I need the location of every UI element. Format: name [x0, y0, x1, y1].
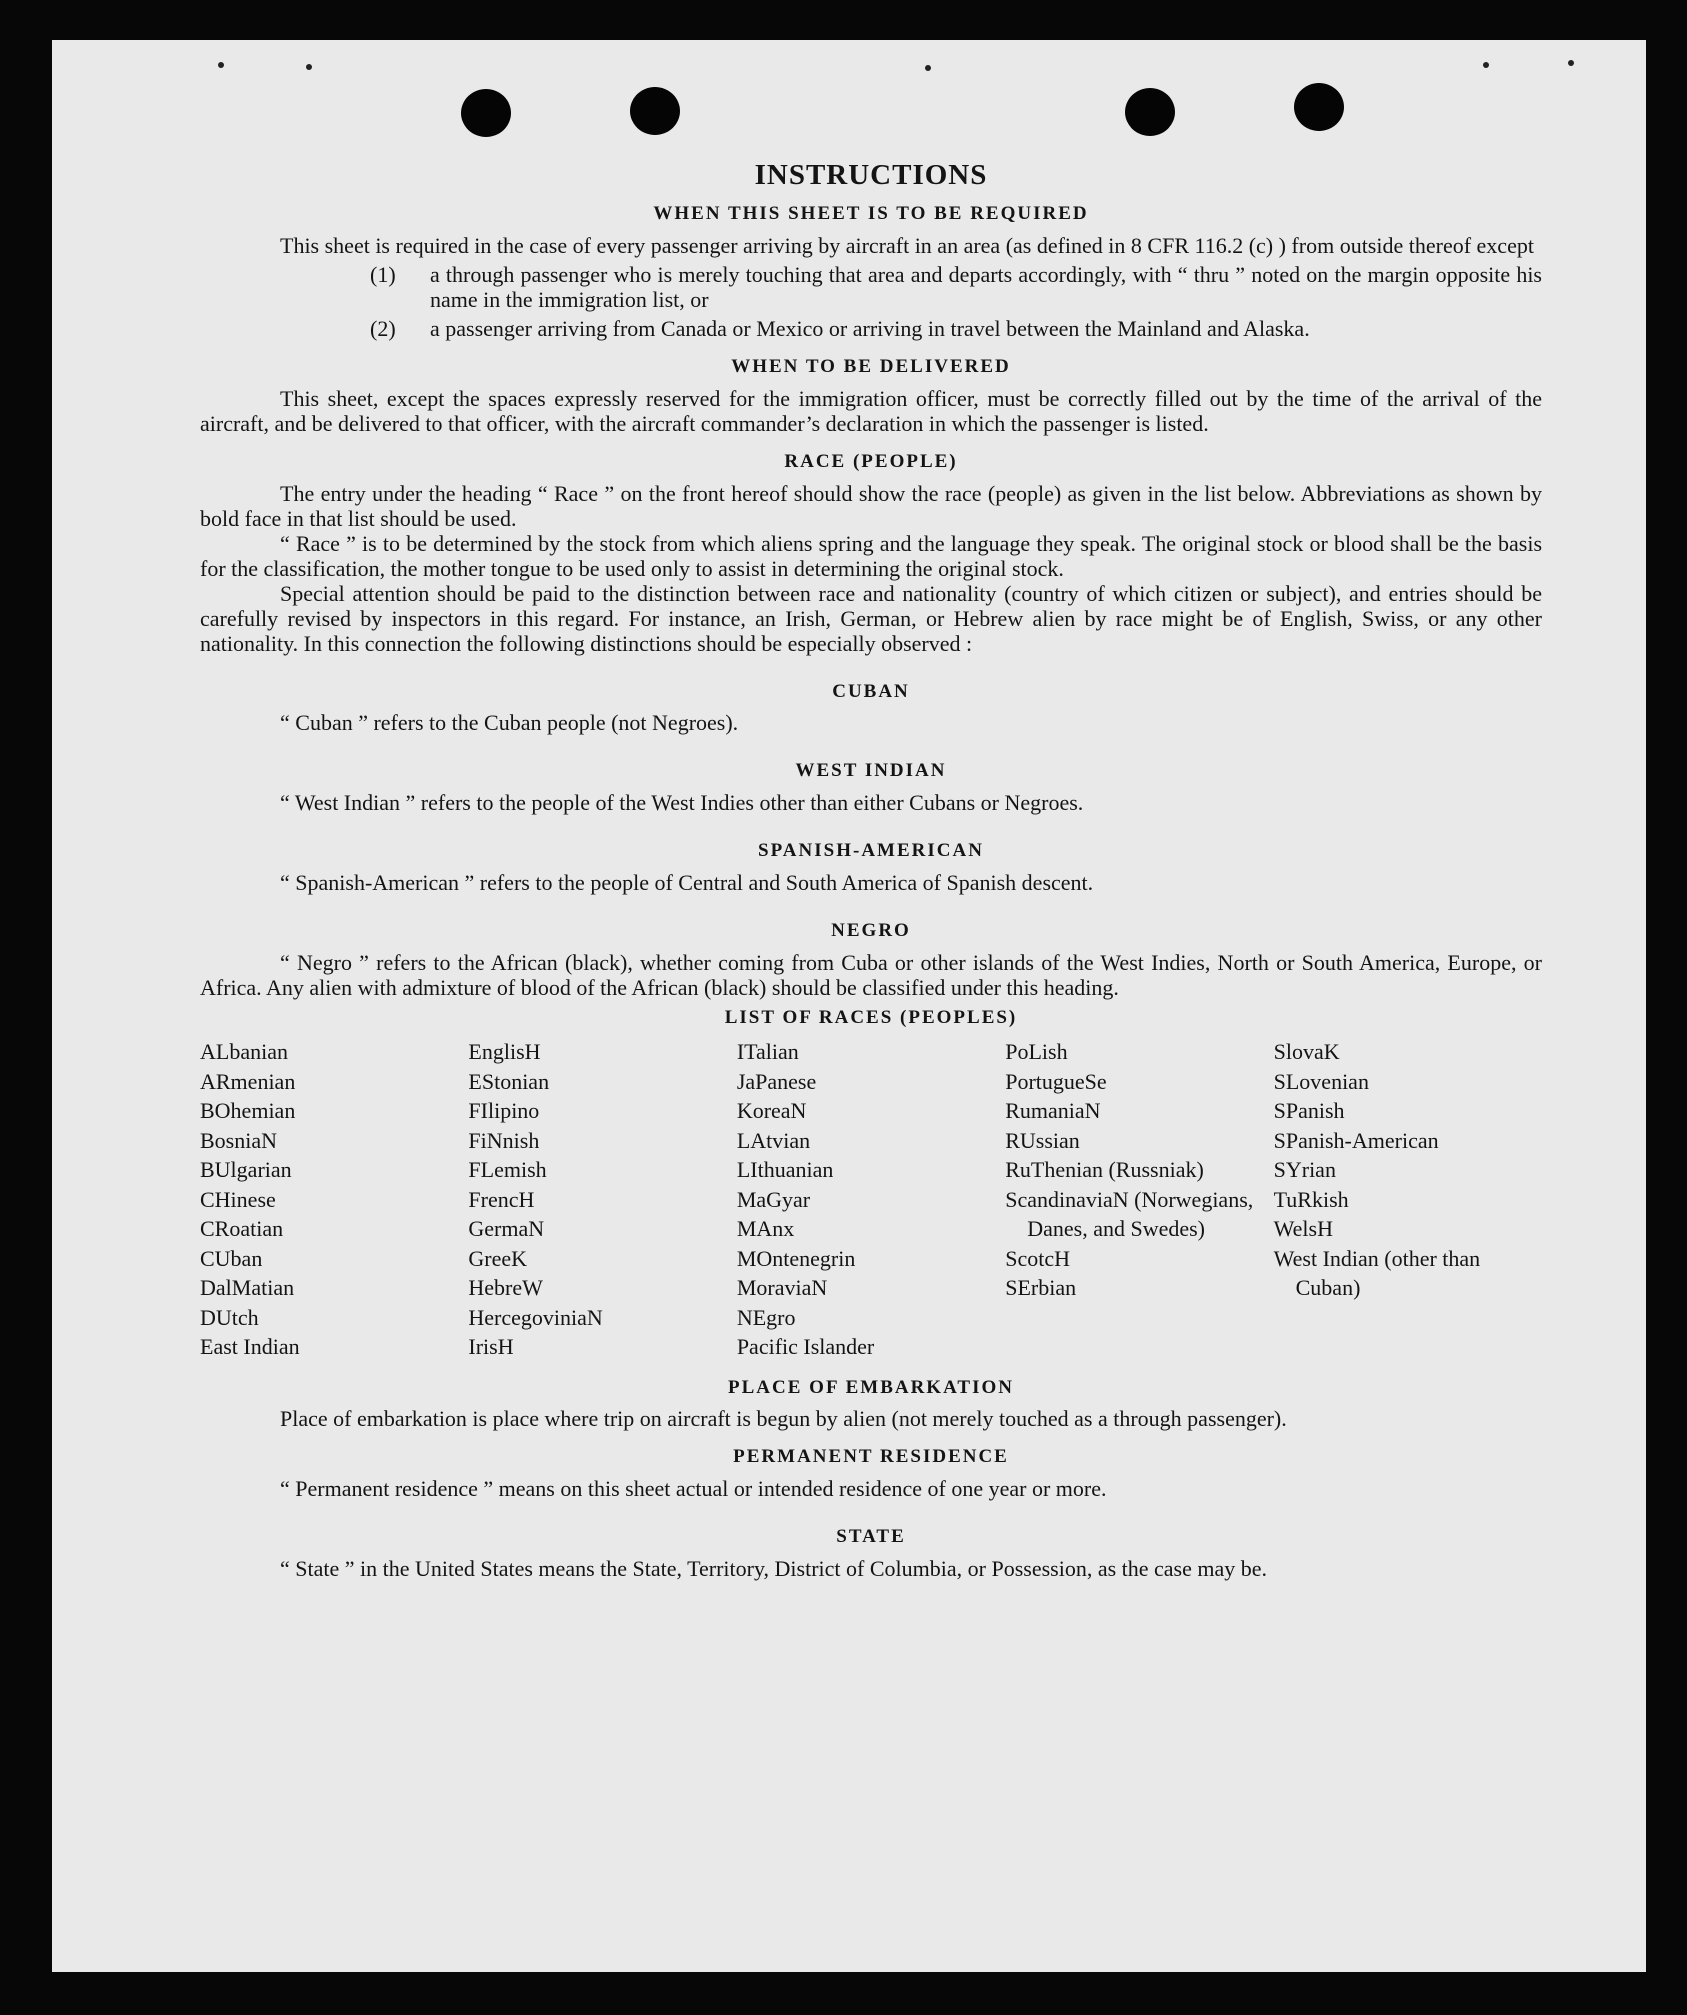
west-indian-text: “ West Indian ” refers to the people of the West Indies other than either Cubans or Negroes.	[280, 790, 1084, 816]
race-entry: ScotcH	[1005, 1245, 1070, 1271]
race-entry: EnglisH	[468, 1039, 541, 1065]
race-entry: SErbian	[1005, 1275, 1077, 1301]
heading-races-list: LIST OF RACES (PEOPLES)	[724, 1007, 1018, 1029]
race-paragraph-3: Special attention should be paid to the distinction between race and nationality (country of which citizen or subject), and entries should be carefully revised by inspectors in this regard. For instance, an Irish, German, or Hebrew alien by race might be of English, Swiss, or any other nationality. In this connection the following distinctions should be especially observed :	[200, 580, 1542, 656]
races-column	[200, 1037, 468, 1362]
cuban-text: “ Cuban ” refers to the Cuban people (not Negroes).	[280, 710, 739, 736]
race-entry: GermaN	[468, 1216, 545, 1242]
race-entry: RumaniaN	[1005, 1098, 1101, 1124]
instructions-content	[200, 160, 1542, 1581]
race-entry: CRoatian	[200, 1216, 284, 1242]
race-entry: BosniaN	[200, 1127, 277, 1153]
race-entry: SYrian	[1273, 1157, 1336, 1183]
race-entry: FrencH	[468, 1186, 535, 1212]
race-entry: MoraviaN	[736, 1275, 828, 1301]
race-entry: PortugueSe	[1005, 1068, 1107, 1094]
races-column	[468, 1037, 736, 1362]
race-entry: HebreW	[468, 1275, 543, 1301]
speck	[1483, 62, 1489, 68]
race-entry: MaGyar	[736, 1186, 811, 1212]
negro-text: “ Negro ” refers to the African (black), whether coming from Cuba or other islands of the West Indies, North or South America, Europe, or Africa. Any alien with admixture of blood of the African (black) should be classified under this heading.	[200, 950, 1542, 1001]
race-paragraph-1: The entry under the heading “ Race ” on the front hereof should show the race (people) as given in the list below. Abbreviations as shown by bold face in that list should be used.	[200, 480, 1542, 531]
race-entry: FIlipino	[468, 1098, 540, 1124]
race-entry: Pacific Islander	[736, 1334, 875, 1360]
heading-when-required: WHEN THIS SHEET IS TO BE REQUIRED	[653, 202, 1089, 224]
race-entry: FLemish	[468, 1157, 547, 1183]
race-entry: BUlgarian	[200, 1157, 292, 1183]
race-entry: HercegoviniaN	[468, 1304, 603, 1330]
race-paragraph-2: “ Race ” is to be determined by the stock from which aliens spring and the language they speak. The original stock or blood shall be the basis for the classification, the mother tongue to be used only to assist in determining the original stock.	[200, 530, 1542, 581]
race-entry: East Indian	[200, 1334, 300, 1360]
race-entry: SPanish	[1273, 1098, 1345, 1124]
race-entry: WelsH	[1273, 1216, 1333, 1242]
exception-item-1	[200, 262, 1542, 312]
heading-west-indian: WEST INDIAN	[795, 760, 947, 782]
item-text: a through passenger who is merely touching that area and departs accordingly, with “ thru ” noted on the margin opposite his name in the immigration list, or	[430, 261, 1542, 312]
race-entry: JaPanese	[736, 1068, 817, 1094]
race-entry: SLovenian	[1273, 1068, 1369, 1094]
permanent-residence-text: “ Permanent residence ” means on this sheet actual or intended residence of one year or more.	[280, 1476, 1107, 1502]
heading-permanent-residence: PERMANENT RESIDENCE	[733, 1446, 1009, 1468]
race-entry: CUban	[200, 1245, 263, 1271]
embarkation-text: Place of embarkation is place where trip on aircraft is begun by alien (not merely touched as a through passenger).	[280, 1406, 1287, 1432]
document-page	[52, 40, 1646, 1972]
race-entry: SPanish-American	[1273, 1127, 1439, 1153]
race-entry: KoreaN	[736, 1098, 807, 1124]
races-list	[200, 1037, 1542, 1362]
item-number: (1)	[370, 261, 396, 287]
when-delivered-text: This sheet, except the spaces expressly reserved for the immigration officer, must be correctly filled out by the time of the arrival of the aircraft, and be delivered to that officer, with the aircraft commander’s declaration in which the passenger is listed.	[200, 385, 1542, 436]
speck	[925, 65, 931, 71]
race-entry: IrisH	[468, 1334, 514, 1360]
race-entry: RUssian	[1005, 1127, 1080, 1153]
heading-negro: NEGRO	[831, 920, 911, 942]
race-entry: TuRkish	[1273, 1186, 1349, 1212]
heading-state: STATE	[836, 1526, 906, 1548]
race-entry: BOhemian	[200, 1098, 296, 1124]
race-entry: FiNnish	[468, 1127, 540, 1153]
heading-race: RACE (PEOPLE)	[784, 450, 958, 472]
state-text: “ State ” in the United States means the State, Territory, District of Columbia, or Possession, as the case may be.	[280, 1556, 1268, 1582]
heading-when-delivered: WHEN TO BE DELIVERED	[731, 355, 1011, 377]
race-entry: West Indian (other than Cuban)	[1273, 1245, 1481, 1301]
race-entry: LAtvian	[736, 1127, 811, 1153]
race-entry: NEgro	[736, 1304, 796, 1330]
races-column	[1274, 1037, 1542, 1362]
speck	[1568, 60, 1574, 66]
race-entry: SlovaK	[1273, 1039, 1340, 1065]
race-entry: GreeK	[468, 1245, 528, 1271]
race-entry: MAnx	[736, 1216, 795, 1242]
race-entry: DUtch	[200, 1304, 259, 1330]
page-title: INSTRUCTIONS	[754, 159, 988, 191]
heading-embarkation: PLACE OF EMBARKATION	[728, 1376, 1014, 1398]
race-entry: MOntenegrin	[736, 1245, 856, 1271]
race-entry: ScandinaviaN (Norwegians, Danes, and Swedes)	[1005, 1186, 1254, 1242]
item-text: a passenger arriving from Canada or Mexico or arriving in travel between the Mainland and Alaska.	[430, 315, 1310, 341]
punch-hole	[1125, 88, 1175, 136]
race-entry: ITalian	[736, 1039, 799, 1065]
races-column	[1005, 1037, 1273, 1362]
heading-spanish-american: SPANISH-AMERICAN	[758, 840, 984, 862]
race-entry: CHinese	[200, 1186, 276, 1212]
race-entry: ALbanian	[200, 1039, 288, 1065]
race-entry: EStonian	[468, 1068, 550, 1094]
punch-hole	[630, 87, 680, 135]
speck	[306, 64, 312, 70]
speck	[218, 62, 224, 68]
race-entry: DalMatian	[200, 1275, 295, 1301]
spanish-american-text: “ Spanish-American ” refers to the people of Central and South America of Spanish descent.	[280, 870, 1094, 896]
when-required-intro: This sheet is required in the case of every passenger arriving by aircraft in an area (as defined in 8 CFR 116.2 (c) ) from outside thereof except	[280, 232, 1534, 258]
race-entry: LIthuanian	[736, 1157, 834, 1183]
race-entry: ARmenian	[200, 1068, 296, 1094]
race-entry: RuThenian (Russniak)	[1005, 1157, 1204, 1183]
heading-cuban: CUBAN	[832, 680, 910, 702]
item-number: (2)	[370, 315, 396, 341]
exception-item-2	[200, 316, 1542, 341]
races-column	[737, 1037, 1005, 1362]
punch-hole	[461, 89, 511, 137]
punch-hole	[1294, 83, 1344, 131]
race-entry: PoLish	[1005, 1039, 1068, 1065]
